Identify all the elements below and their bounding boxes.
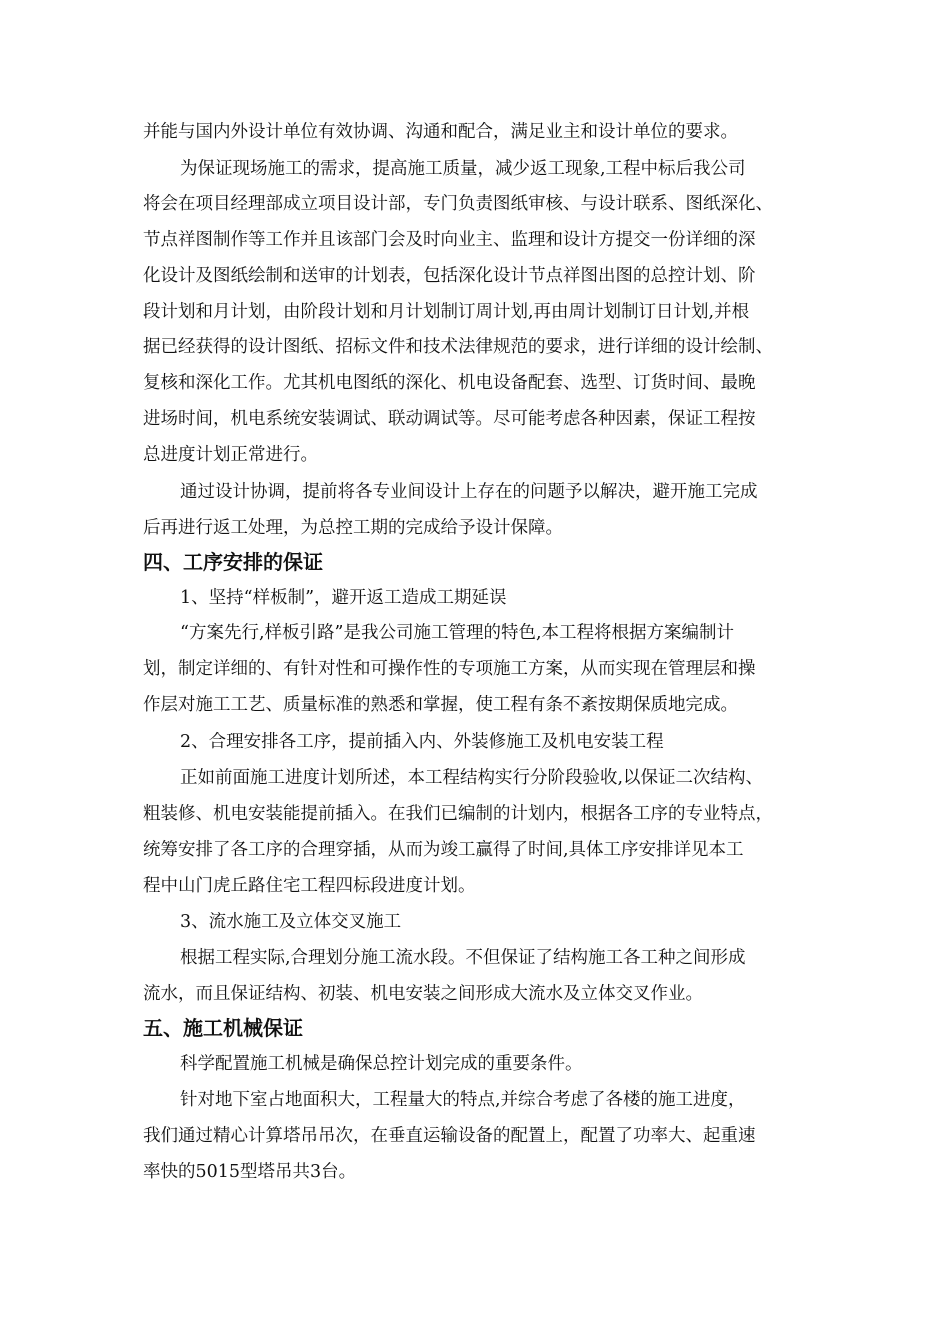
- paragraph-line: 总进度计划正常进行。: [143, 445, 318, 465]
- paragraph-line: 段计划和月计划，由阶段计划和月计划制订周计划,再由周计划制订日计划,并根: [143, 302, 750, 322]
- paragraph-line: 划，制定详细的、有针对性和可操作性的专项施工方案，从而实现在管理层和操: [143, 659, 756, 679]
- paragraph-line: 通过设计协调，提前将各专业间设计上存在的问题予以解决，避开施工完成: [180, 482, 758, 502]
- subsection-title: 3、流水施工及立体交叉施工: [180, 912, 402, 932]
- section-heading: 五、施工机械保证: [143, 1016, 303, 1040]
- paragraph-line: 将会在项目经理部成立项目设计部，专门负责图纸审核、与设计联系、图纸深化、: [143, 194, 773, 214]
- paragraph-line: 流水，而且保证结构、初装、机电安装之间形成大流水及立体交叉作业。: [143, 984, 703, 1004]
- subsection-title: 2、合理安排各工序，提前插入内、外装修施工及机电安装工程: [180, 732, 664, 752]
- paragraph-line: 作层对施工工艺、质量标准的熟悉和掌握，使工程有条不紊按期保质地完成。: [143, 695, 738, 715]
- paragraph-line: 为保证现场施工的需求，提高施工质量，减少返工现象,工程中标后我公司: [180, 159, 746, 179]
- paragraph-line: 进场时间，机电系统安装调试、联动调试等。尽可能考虑各种因素，保证工程按: [143, 409, 756, 429]
- paragraph-line: 粗装修、机电安装能提前插入。在我们已编制的计划内，根据各工序的专业特点，: [143, 804, 773, 824]
- subsection-title: 1、坚持“样板制”，避开返工造成工期延误: [180, 588, 507, 608]
- paragraph-line: 程中山门虎丘路住宅工程四标段进度计划。: [143, 876, 476, 896]
- paragraph-line: “方案先行,样板引路”是我公司施工管理的特色,本工程将根据方案编制计: [180, 623, 735, 643]
- paragraph-line: 节点祥图制作等工作并且该部门会及时向业主、监理和设计方提交一份详细的深: [143, 230, 756, 250]
- paragraph-line: 并能与国内外设计单位有效协调、沟通和配合，满足业主和设计单位的要求。: [143, 122, 738, 142]
- paragraph-line: 化设计及图纸绘制和送审的计划表，包括深化设计节点祥图出图的总控计划、阶: [143, 266, 756, 286]
- paragraph-line: 科学配置施工机械是确保总控计划完成的重要条件。: [180, 1054, 583, 1074]
- paragraph-line: 率快的5015型塔吊共3台。: [143, 1162, 357, 1182]
- paragraph-line: 针对地下室占地面积大，工程量大的特点,并综合考虑了各楼的施工进度，: [180, 1090, 746, 1110]
- paragraph-line: 复核和深化工作。尤其机电图纸的深化、机电设备配套、选型、订货时间、最晚: [143, 373, 756, 393]
- paragraph-line: 统筹安排了各工序的合理穿插，从而为竣工赢得了时间,具体工序安排详见本工: [143, 840, 744, 860]
- section-heading: 四、工序安排的保证: [143, 550, 323, 574]
- paragraph-line: 正如前面施工进度计划所述，本工程结构实行分阶段验收,以保证二次结构、: [180, 768, 764, 788]
- paragraph-line: 后再进行返工处理，为总控工期的完成给予设计保障。: [143, 518, 563, 538]
- paragraph-line: 我们通过精心计算塔吊吊次，在垂直运输设备的配置上，配置了功率大、起重速: [143, 1126, 756, 1146]
- paragraph-line: 据已经获得的设计图纸、招标文件和技术法律规范的要求，进行详细的设计绘制、: [143, 337, 773, 357]
- paragraph-line: 根据工程实际,合理划分施工流水段。不但保证了结构施工各工种之间形成: [180, 948, 746, 968]
